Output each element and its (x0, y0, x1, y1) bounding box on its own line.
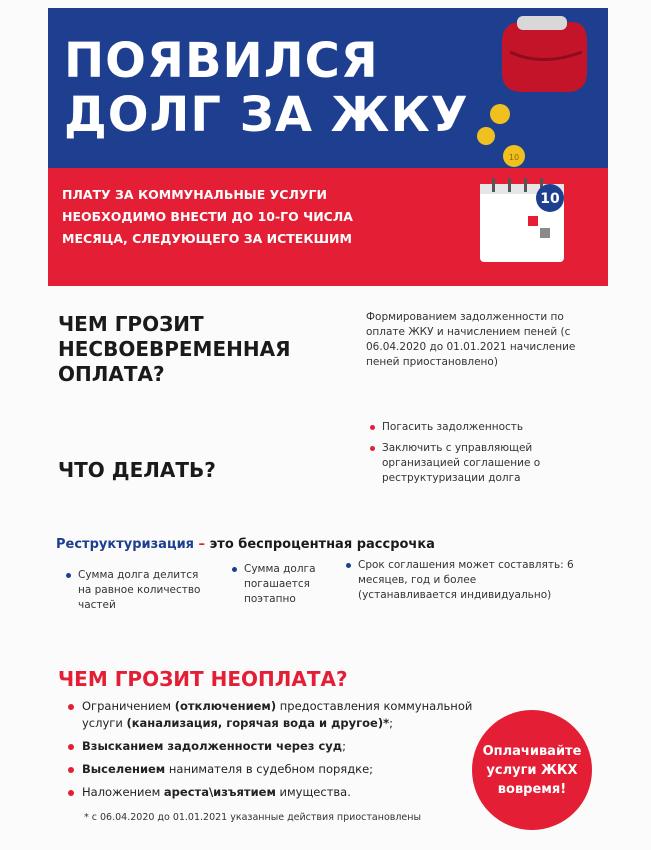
restructuring-item-2 (232, 562, 332, 613)
cta-text: Оплачивайте услуги ЖКХ вовремя! (482, 743, 582, 797)
text-bold: Выселением (82, 762, 166, 776)
restructuring-text: это беспроцентная рассрочка (209, 537, 435, 552)
banner-title-line2: ДОЛГ ЗА ЖКУ (64, 87, 469, 143)
list-item (68, 698, 498, 732)
coin-label: 10 (508, 153, 520, 162)
list-item: Заключить с управляющей организацией соглашение о реструктуризации долга (370, 441, 570, 486)
list-item: Погасить задолженность (370, 420, 570, 435)
text-bold: (отключением) (174, 699, 277, 713)
footnote: * с 06.04.2020 до 01.01.2021 указанные действия приостановлены (84, 812, 421, 823)
nonpayment-list (68, 698, 498, 807)
calendar-day: 10 (540, 191, 560, 207)
list-item (68, 738, 498, 755)
cta-badge (472, 710, 592, 830)
restructuring-definition (56, 537, 435, 552)
restructuring-item-1 (66, 568, 206, 619)
wallet-icon (492, 12, 592, 102)
text-span: нанимателя в судебном порядке; (165, 762, 374, 776)
threat-heading: ЧЕМ ГРОЗИТ НЕСВОЕВРЕМЕННАЯ ОПЛАТА? (58, 312, 291, 386)
nonpayment-heading: ЧЕМ ГРОЗИТ НЕОПЛАТА? (58, 667, 348, 691)
todo-list (370, 420, 570, 492)
restructuring-term: Реструктуризация (56, 537, 195, 552)
banner-title (64, 34, 469, 142)
coins-icon (470, 100, 540, 180)
calendar-icon (478, 176, 566, 264)
text-span: ; (389, 716, 393, 730)
list-item: Сумма долга погашается поэтапно (232, 562, 332, 607)
list-item (68, 761, 498, 778)
banner-title-line1: ПОЯВИЛСЯ (64, 33, 379, 89)
text-span: Наложением (82, 785, 164, 799)
text-bold: (канализация, горячая вода и другое)* (126, 716, 390, 730)
list-item: Срок соглашения может составлять: 6 месяцев, год и более (устанавливается индивидуально) (346, 558, 576, 603)
restructuring-dash: – (194, 537, 210, 552)
text-bold: ареста\изъятием (163, 785, 276, 799)
restructuring-item-3 (346, 558, 576, 609)
text-span: Ограничением (82, 699, 175, 713)
text-span: ; (342, 739, 346, 753)
text-bold: Взысканием задолженности через суд (82, 739, 343, 753)
text-span: предоставления коммунальной услуги (82, 699, 473, 730)
todo-heading: ЧТО ДЕЛАТЬ? (58, 458, 216, 482)
list-item: Сумма долга делится на равное количество частей (66, 568, 206, 613)
list-item (68, 784, 498, 801)
threat-answer: Формированием задолженности по оплате ЖКУ и начислением пеней (с 06.04.2020 до 01.01.2021 начисление пеней приостановлено) (366, 311, 576, 368)
banner-subtitle: ПЛАТУ ЗА КОММУНАЛЬНЫЕ УСЛУГИ НЕОБХОДИМО ВНЕСТИ ДО 10-ГО ЧИСЛА МЕСЯЦА, СЛЕДУЮЩЕГО ЗА ИСТЕКШИМ (62, 187, 353, 246)
text-span: имущества. (275, 785, 351, 799)
